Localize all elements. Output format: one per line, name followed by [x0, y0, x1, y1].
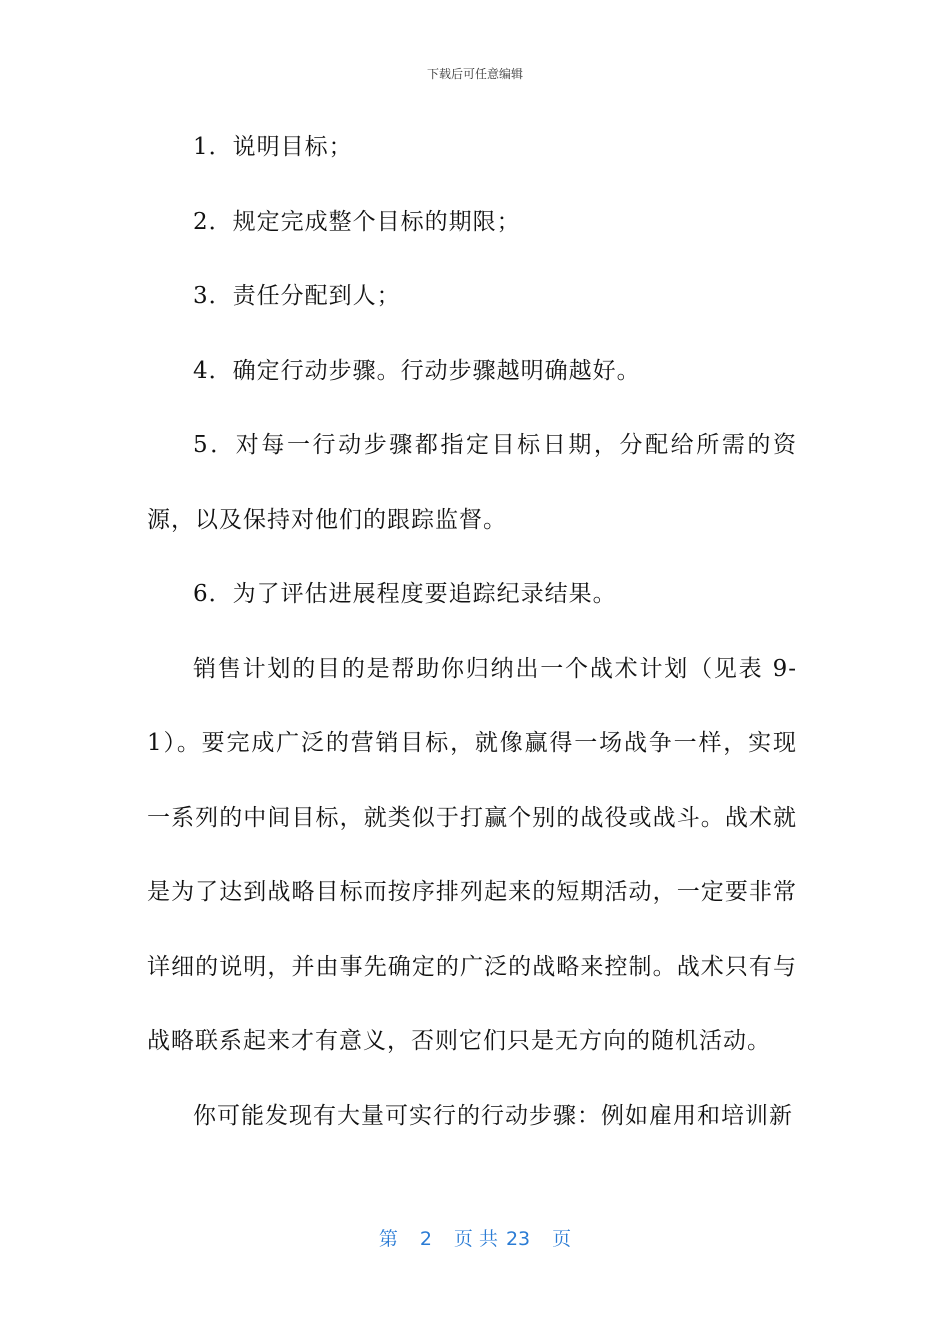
- current-page-number: 2: [419, 1228, 432, 1250]
- list-item-2: 2．规定完成整个目标的期限；: [193, 208, 521, 235]
- list-item-6: 6．为了评估进展程度要追踪纪录结果。: [193, 581, 617, 607]
- footer-middle: 页 共: [453, 1228, 498, 1250]
- list-item-5: 5．对每一行动步骤都指定目标日期，分配给所需的资源，以及保持对他们的跟踪监督。: [147, 432, 797, 533]
- list-item-3: 3．责任分配到人；: [193, 283, 401, 309]
- page-footer: [0, 1224, 950, 1254]
- body-paragraph-sales-plan: 销售计划的目的是帮助你归纳出一个战术计划（见表 9-1）。要完成广泛的营销目标，就像赢得一场战争一样，实现一系列的中间目标，就类似于打赢个别的战役或战斗。战术就是为了达到战略目标而按序排列起来的短期活动，一定要非常详细的说明，并由事先确定的广泛的战略来控制。战术只有与战略联系起来才有意义，否则它们只是无方向的随机活动。: [147, 655, 797, 1054]
- total-page-count: 23: [505, 1228, 531, 1250]
- page-header: 下载后可任意编辑: [426, 67, 523, 81]
- footer-suffix: 页: [552, 1228, 572, 1250]
- body-paragraph-action-steps: 你可能发现有大量可实行的行动步骤：例如雇用和培训新: [193, 1102, 793, 1129]
- list-item-4: 4．确定行动步骤。行动步骤越明确越好。: [193, 357, 641, 384]
- list-item-1: 1．说明目标；: [193, 134, 353, 160]
- document-body: [147, 110, 797, 1153]
- footer-prefix: 第: [378, 1228, 398, 1250]
